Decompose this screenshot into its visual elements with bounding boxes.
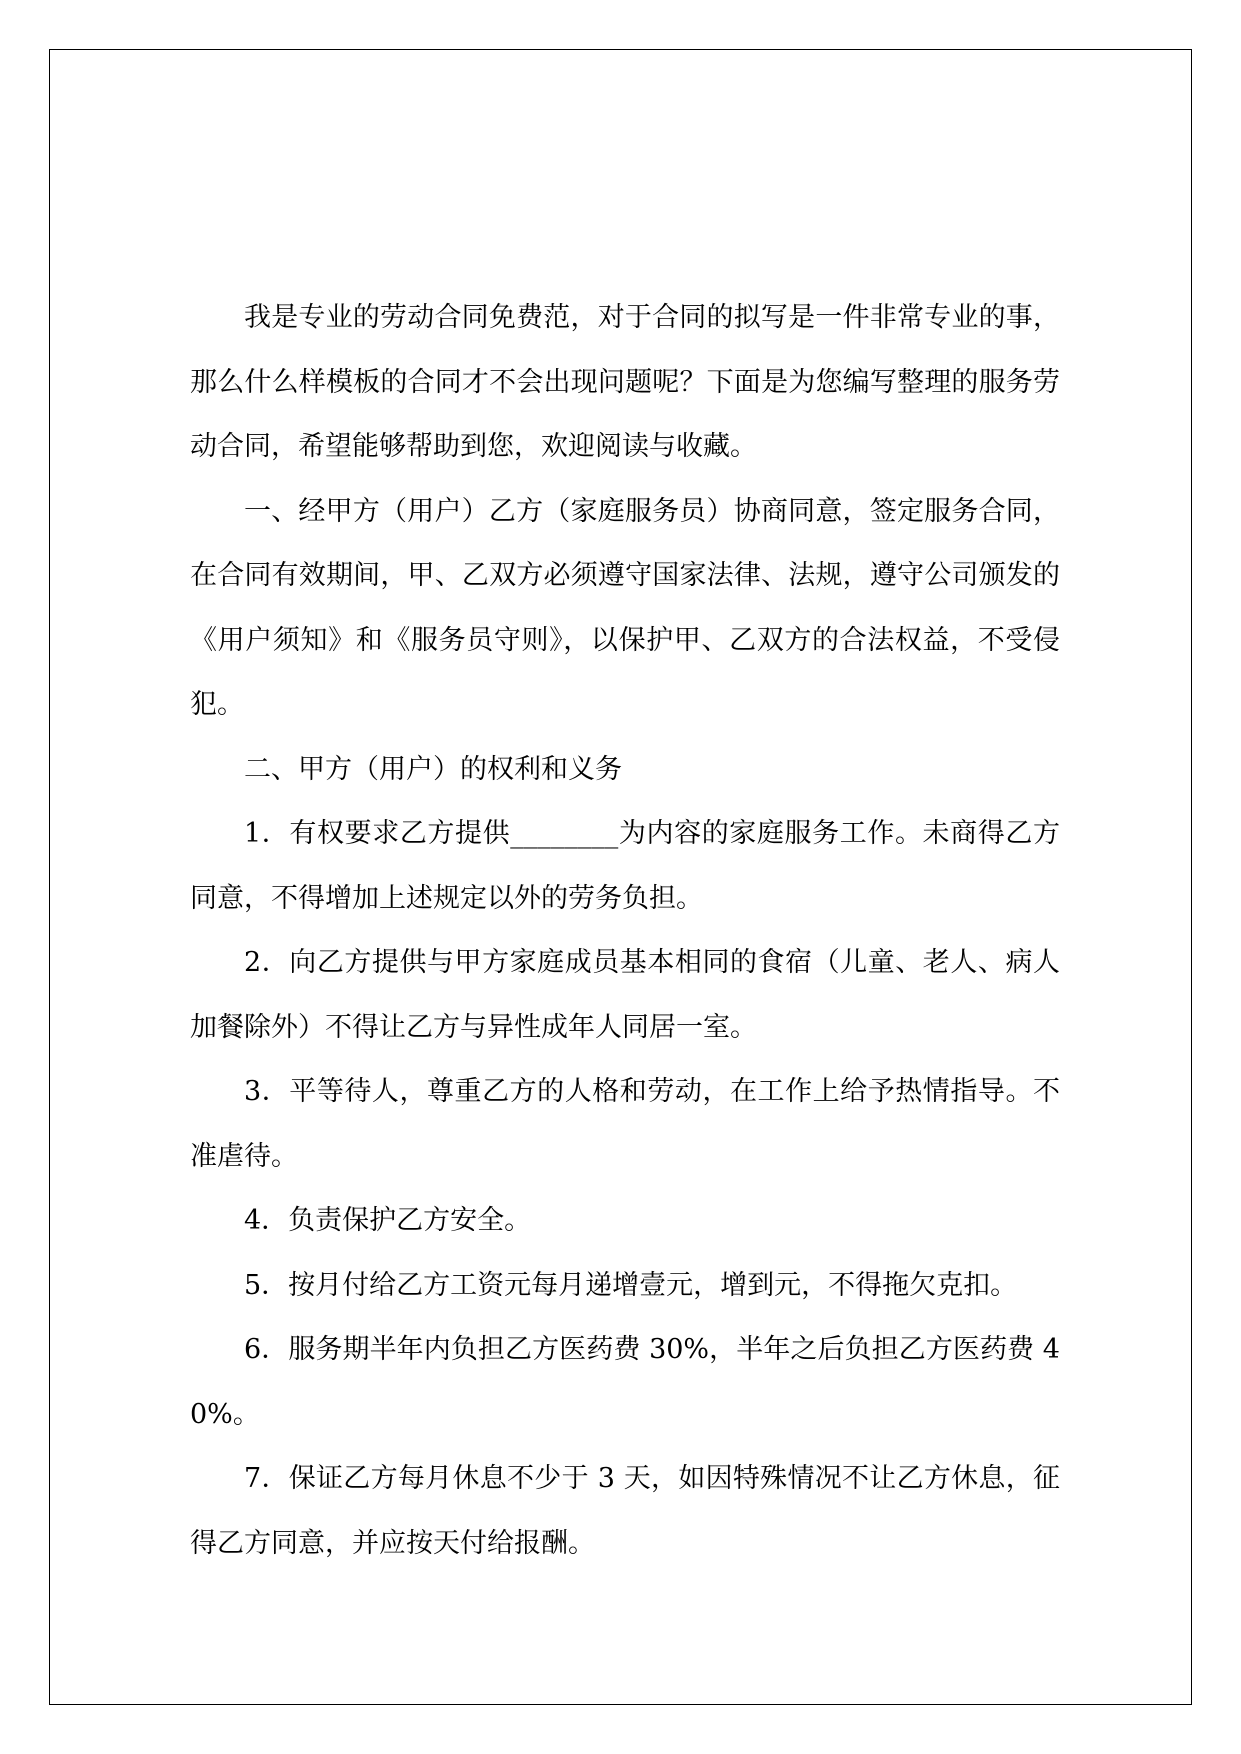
intro-paragraph: 我是专业的劳动合同免费范，对于合同的拟写是一件非常专业的事，那么什么样模板的合同才不会出现问题呢？下面是为您编写整理的服务劳动合同，希望能够帮助到您，欢迎阅读与收藏。	[190, 302, 1060, 462]
item-1-paragraph: 1．有权要求乙方提供________为内容的家庭服务工作。未商得乙方同意，不得增加上述规定以外的劳务负担。	[190, 818, 1060, 914]
item-6-paragraph: 6．服务期半年内负担乙方医药费 30%，半年之后负担乙方医药费 40%。	[190, 1334, 1060, 1430]
clause-1-paragraph: 一、经甲方（用户）乙方（家庭服务员）协商同意，签定服务合同，在合同有效期间，甲、乙双方必须遵守国家法律、法规，遵守公司颁发的《用户须知》和《服务员守则》，以保护甲、乙双方的合法权益，不受侵犯。	[190, 495, 1060, 720]
item-5-paragraph: 5．按月付给乙方工资元每月递增壹元，增到元，不得拖欠克扣。	[244, 1269, 1018, 1301]
item-4-paragraph: 4．负责保护乙方安全。	[244, 1205, 532, 1236]
item-7-paragraph: 7．保证乙方每月休息不少于 3 天，如因特殊情况不让乙方休息，征得乙方同意，并应按天付给报酬。	[190, 1463, 1060, 1559]
section-2-heading: 二、甲方（用户）的权利和义务	[244, 753, 622, 785]
item-3-paragraph: 3．平等待人，尊重乙方的人格和劳动，在工作上给予热情指导。不准虐待。	[190, 1076, 1060, 1172]
document-body	[190, 286, 1060, 1576]
item-2-paragraph: 2．向乙方提供与甲方家庭成员基本相同的食宿（儿童、老人、病人加餐除外）不得让乙方与异性成年人同居一室。	[190, 947, 1060, 1043]
